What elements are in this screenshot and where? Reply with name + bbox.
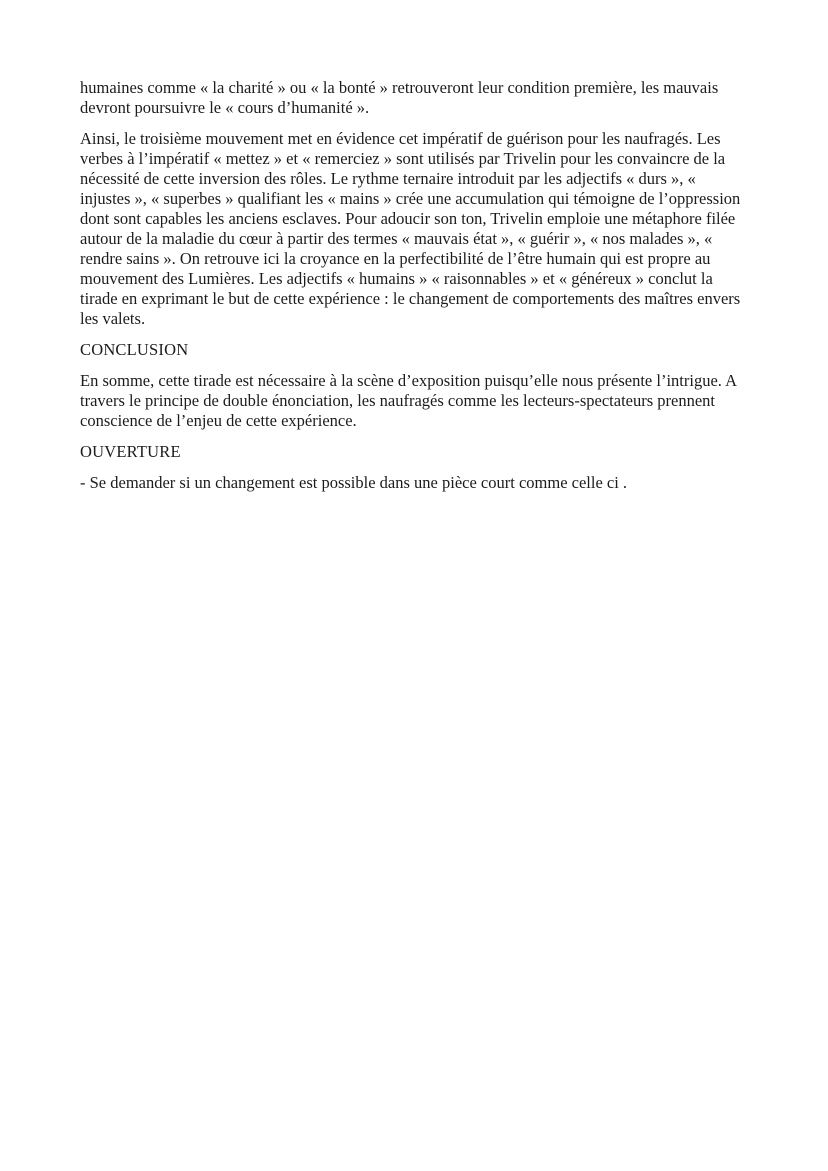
paragraph-conclusion: En somme, cette tirade est nécessaire à la scène d’exposition puisqu’elle nous présente l’intrigue. A travers le principe de double énonciation, les naufragés comme les lecteurs-spectateurs prennent conscience de l’enjeu de cette expérience. [80, 371, 737, 430]
section-heading-conclusion: CONCLUSION [80, 340, 189, 359]
paragraph-continuation: humaines comme « la charité » ou « la bonté » retrouveront leur condition première, les mauvais devront poursuivre le « cours d’humanité ». [80, 78, 719, 117]
paragraph-ouverture: - Se demander si un changement est possible dans une pièce court comme celle ci . [80, 473, 628, 492]
section-heading-ouverture: OUVERTURE [80, 442, 181, 461]
document-body [80, 78, 748, 493]
paragraph-troisieme-mouvement: Ainsi, le troisième mouvement met en évidence cet impératif de guérison pour les naufragés. Les verbes à l’impératif « mettez » et « remerciez » sont utilisés par Trivelin pour les convaincre de la nécessité de cette inversion des rôles. Le rythme ternaire introduit par les adjectifs « durs », « injustes », « superbes » qualifiant les « mains » crée une accumulation qui témoigne de l’oppression dont sont capables les anciens esclaves. Pour adoucir son ton, Trivelin emploie une métaphore filée autour de la maladie du cœur à partir des termes « mauvais état », « guérir », « nos malades », « rendre sains ». On retrouve ici la croyance en la perfectibilité de l’être humain qui est propre au mouvement des Lumières. Les adjectifs « humains » « raisonnables » et « généreux » conclut la tirade en exprimant le but de cette expérience : le changement de comportements des maîtres envers les valets. [80, 129, 741, 328]
